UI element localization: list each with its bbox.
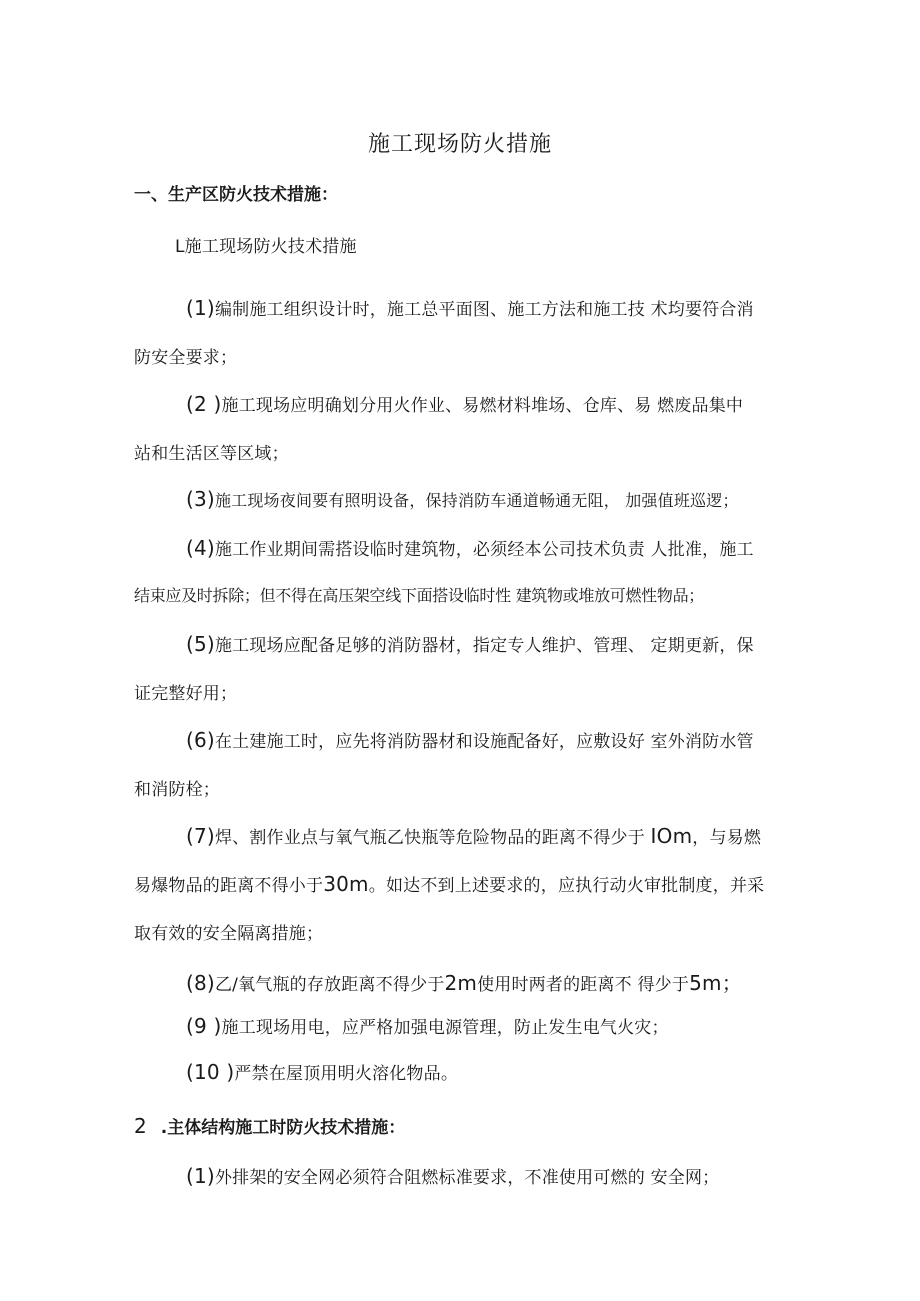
paragraph-item-5-line-2: 证完整好用； bbox=[134, 684, 238, 704]
paragraph-item-2-line-2: 站和生活区等区域； bbox=[134, 444, 289, 464]
line-text: 施工现场应明确划分用火作业、易燃材料堆场、仓库、易 燃废品集中 bbox=[221, 396, 744, 416]
distance-value: 5m； bbox=[689, 971, 742, 995]
subheading-1: L施工现场防火技术措施 bbox=[175, 237, 357, 257]
line-text: 易爆物品的距离不得小于 bbox=[134, 876, 324, 896]
line-text: 焊、割作业点与氧气瓶乙快瓶等危险物品的距离不得少于 bbox=[214, 828, 645, 848]
line-text: 。 bbox=[368, 876, 386, 896]
item-number: (2 ) bbox=[186, 392, 222, 416]
paragraph-item-2-1-line-1 bbox=[186, 1163, 719, 1188]
paragraph-item-5-line-1 bbox=[186, 631, 754, 656]
item-number: (1) bbox=[186, 1164, 215, 1188]
line-text: 如达不到上述要求的，应执行动火审批制度，并采 bbox=[385, 876, 765, 896]
paragraph-item-3-line-1 bbox=[186, 487, 739, 511]
line-text: 乙/氧气瓶的存放距离不得少于 bbox=[214, 975, 445, 995]
item-number: (6) bbox=[186, 728, 215, 752]
distance-value: 2m bbox=[444, 971, 478, 995]
paragraph-item-8-line-1 bbox=[186, 967, 742, 996]
distance-value: 30m bbox=[323, 872, 369, 896]
distance-value: IOm bbox=[650, 824, 693, 848]
paragraph-item-7-line-1 bbox=[186, 823, 761, 848]
line-text: 使用时两者的距离不 得少于 bbox=[477, 975, 690, 995]
line-text: 施工现场用电，应严格加强电源管理，防止发生电气火灾； bbox=[221, 1018, 669, 1038]
paragraph-item-1-line-2: 防安全要求； bbox=[134, 348, 238, 368]
section-number: 2 bbox=[134, 1114, 147, 1138]
item-number: (7) bbox=[186, 824, 215, 848]
paragraph-item-1-line-1 bbox=[186, 295, 754, 320]
paragraph-item-2-line-1 bbox=[186, 391, 743, 416]
paragraph-item-7-line-3: 取有效的安全隔离措施； bbox=[134, 924, 324, 944]
item-number: (5) bbox=[186, 632, 215, 656]
paragraph-item-9-line-1 bbox=[186, 1013, 669, 1038]
line-text: 在土建施工时，应先将消防器材和设施配备好，应敷设好 室外消防水管 bbox=[214, 732, 754, 752]
paragraph-item-6-line-1 bbox=[186, 727, 754, 752]
item-number: (10 ) bbox=[186, 1060, 235, 1084]
heading-text: .主体结构施工时防火技术措施： bbox=[160, 1118, 406, 1138]
line-text: 施工现场夜间要有照明设备，保持消防车通道畅通无阻， 加强值班巡逻； bbox=[214, 491, 739, 510]
paragraph-item-6-line-2: 和消防栓； bbox=[134, 780, 220, 800]
item-number: (4) bbox=[186, 536, 215, 560]
item-number: (9 ) bbox=[186, 1014, 222, 1038]
paragraph-item-4-line-2: 结束应及时拆除；但不得在高压架空线下面搭设临时性 建筑物或堆放可燃性物品； bbox=[134, 586, 704, 605]
line-text: 编制施工组织设计时，施工总平面图、施工方法和施工技 术均要符合消 bbox=[214, 300, 754, 320]
section-heading-1: 一、生产区防火技术措施： bbox=[134, 185, 338, 205]
page-title: 施工现场防火措施 bbox=[367, 132, 552, 157]
item-number: (1) bbox=[186, 296, 215, 320]
line-text: ，与易燃 bbox=[692, 828, 762, 848]
item-number: (8) bbox=[186, 971, 215, 995]
item-number: (3) bbox=[186, 487, 215, 511]
line-text: 外排架的安全网必须符合阻燃标准要求，不准使用可燃的 安全网； bbox=[214, 1168, 720, 1188]
paragraph-item-4-line-1 bbox=[186, 535, 754, 560]
section-heading-2 bbox=[134, 1113, 405, 1138]
line-text: 严禁在屋顶用明火溶化物品。 bbox=[234, 1064, 459, 1084]
line-text: 施工作业期间需搭设临时建筑物，必须经本公司技术负责 人批准，施工 bbox=[214, 540, 754, 560]
paragraph-item-10-line-1 bbox=[186, 1059, 458, 1084]
line-text: 施工现场应配备足够的消防器材，指定专人维护、管理、 定期更新，保 bbox=[214, 636, 754, 656]
paragraph-item-7-line-2 bbox=[134, 871, 764, 896]
